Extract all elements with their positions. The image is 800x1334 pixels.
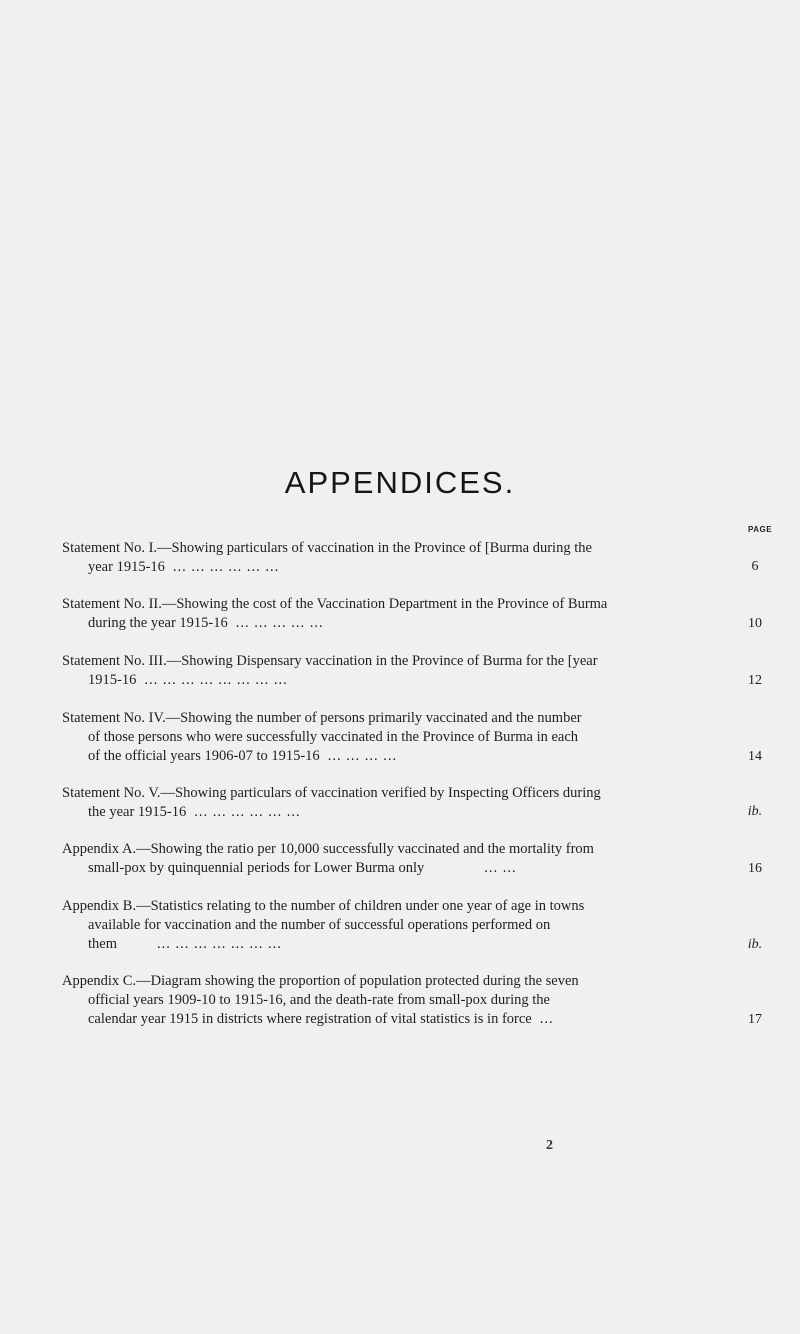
entry-line: during the year 1915-16 xyxy=(88,615,228,631)
entry-line: Appendix C.—Diagram showing the proportion of population protected during the seven xyxy=(62,973,579,989)
dot-leader: ... ... xyxy=(484,860,517,876)
toc-entry-statement-5 xyxy=(62,784,742,822)
dot-leader: ... ... ... ... ... ... xyxy=(194,804,301,820)
toc-entry-appendix-c xyxy=(62,972,742,1029)
entry-line: Statement No. IV.—Showing the number of persons primarily vaccinated and the number xyxy=(62,710,582,726)
toc-entry-statement-1 xyxy=(62,539,742,577)
dot-leader: ... ... ... ... ... ... ... xyxy=(157,936,282,952)
entry-line: Statement No. III.—Showing Dispensary vaccination in the Province of Burma for the [year xyxy=(62,653,598,669)
entry-line: Appendix A.—Showing the ratio per 10,000 successfully vaccinated and the mortality from xyxy=(62,841,594,857)
toc-entry-statement-2 xyxy=(62,595,742,633)
page-number: 6 xyxy=(751,559,759,574)
dot-leader: ... ... ... ... ... ... ... ... xyxy=(144,672,288,688)
dot-leader: ... ... ... ... xyxy=(327,748,398,764)
dot-leader: ... xyxy=(539,1011,554,1027)
dot-leader: ... ... ... ... ... ... xyxy=(172,559,280,575)
entry-line: calendar year 1915 in districts where registration of vital statistics is in force xyxy=(88,1011,532,1027)
entry-line: Statement No. I.—Showing particulars of vaccination in the Province of [Burma during the xyxy=(62,540,592,556)
entry-line: 1915-16 xyxy=(88,672,137,688)
entry-line: of the official years 1906-07 to 1915-16 xyxy=(88,748,320,764)
entry-line: year 1915-16 xyxy=(88,559,165,575)
page-number: 12 xyxy=(748,673,762,688)
entry-line: them xyxy=(88,936,117,952)
page-number: 16 xyxy=(748,861,762,876)
page-column-label: PAGE xyxy=(748,525,773,534)
entry-line: small-pox by quinquennial periods for Lower Burma only xyxy=(88,860,425,876)
footer-mark: 2 xyxy=(546,1138,553,1153)
toc-entry-statement-4 xyxy=(62,709,742,766)
entry-line: Statement No. II.—Showing the cost of the Vaccination Department in the Province of Burma xyxy=(62,596,608,612)
entry-line: official years 1909-10 to 1915-16, and the death-rate from small-pox during the xyxy=(88,992,550,1008)
page-number: 10 xyxy=(748,616,762,631)
entry-line: of those persons who were successfully vaccinated in the Province of Burma in each xyxy=(88,729,579,745)
entry-line: available for vaccination and the number of successful operations performed on xyxy=(88,917,551,933)
page-number: ib. xyxy=(747,937,763,952)
entry-line: Statement No. V.—Showing particulars of vaccination verified by Inspecting Officers during xyxy=(62,785,601,801)
page-number: 17 xyxy=(748,1012,762,1027)
toc-entry-appendix-b xyxy=(62,897,742,954)
entry-line: the year 1915-16 xyxy=(88,804,187,820)
page-number: ib. xyxy=(747,804,763,819)
dot-leader: ... ... ... ... ... xyxy=(235,615,324,631)
toc-entry-statement-3 xyxy=(62,652,742,690)
toc-entry-appendix-a xyxy=(62,840,742,878)
page-title: APPENDICES. xyxy=(284,465,516,500)
entry-line: Appendix B.—Statistics relating to the number of children under one year of age in towns xyxy=(62,898,585,914)
page-number: 14 xyxy=(748,749,762,764)
